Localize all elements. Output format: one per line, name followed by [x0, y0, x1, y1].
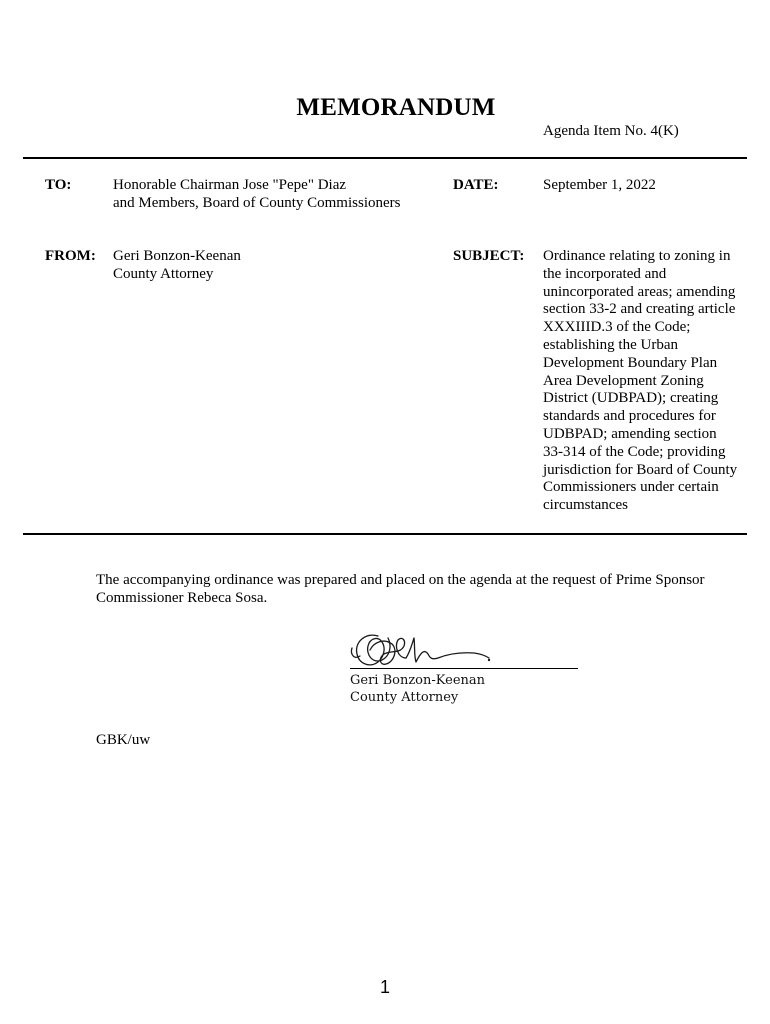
signature-line [350, 668, 578, 669]
initials: GBK/uw [96, 732, 151, 748]
subject-line: Development Boundary Plan [543, 354, 718, 371]
page-number: 1 [379, 977, 390, 997]
handwritten-signature [348, 624, 498, 674]
subject-line: District (UDBPAD); creating [543, 390, 719, 407]
subject-label: SUBJECT: [453, 248, 525, 264]
memo-title: MEMORANDUM [296, 94, 496, 121]
from-sender [113, 248, 241, 284]
subject-line: section 33-2 and creating article [543, 301, 736, 318]
subject-line: establishing the Urban [543, 336, 678, 353]
subject-line: 33-314 of the Code; providing [543, 443, 726, 460]
to-line: Honorable Chairman Jose "Pepe" Diaz [113, 177, 347, 193]
subject-line: Commissioners under certain [543, 479, 719, 496]
subject-line: jurisdiction for Board of County [543, 461, 738, 478]
date-label: DATE: [453, 177, 499, 193]
body-line: The accompanying ordinance was prepared and placed on the agenda at the request of Prime Sponsor [96, 572, 705, 588]
subject-line: Ordinance relating to zoning in [543, 248, 731, 264]
subject-text [543, 248, 748, 515]
from-label: FROM: [45, 248, 96, 264]
date-value: September 1, 2022 [543, 177, 656, 193]
subject-line: UDBPAD; amending section [543, 425, 717, 442]
body-line: Commissioner Rebeca Sosa. [96, 590, 268, 606]
subject-line: XXXIIID.3 of the Code; [543, 319, 691, 336]
to-recipient [113, 177, 400, 213]
subject-line: standards and procedures for [543, 408, 716, 425]
to-line: and Members, Board of County Commissioners [113, 194, 401, 211]
subject-line: the incorporated and [543, 265, 667, 282]
subject-line: unincorporated areas; amending [543, 283, 736, 300]
body-paragraph [96, 571, 726, 607]
from-line: Geri Bonzon-Keenan [113, 248, 241, 264]
signer-title: County Attorney [350, 690, 459, 705]
header-bottom-rule [23, 533, 747, 535]
to-label: TO: [45, 177, 72, 193]
header-top-rule [23, 157, 747, 159]
subject-line: circumstances [543, 497, 628, 514]
from-line: County Attorney [113, 265, 214, 282]
signature-block [350, 672, 485, 706]
subject-line: Area Development Zoning [543, 372, 704, 389]
agenda-item-number: Agenda Item No. 4(K) [543, 123, 679, 139]
signer-name: Geri Bonzon-Keenan [350, 673, 486, 688]
